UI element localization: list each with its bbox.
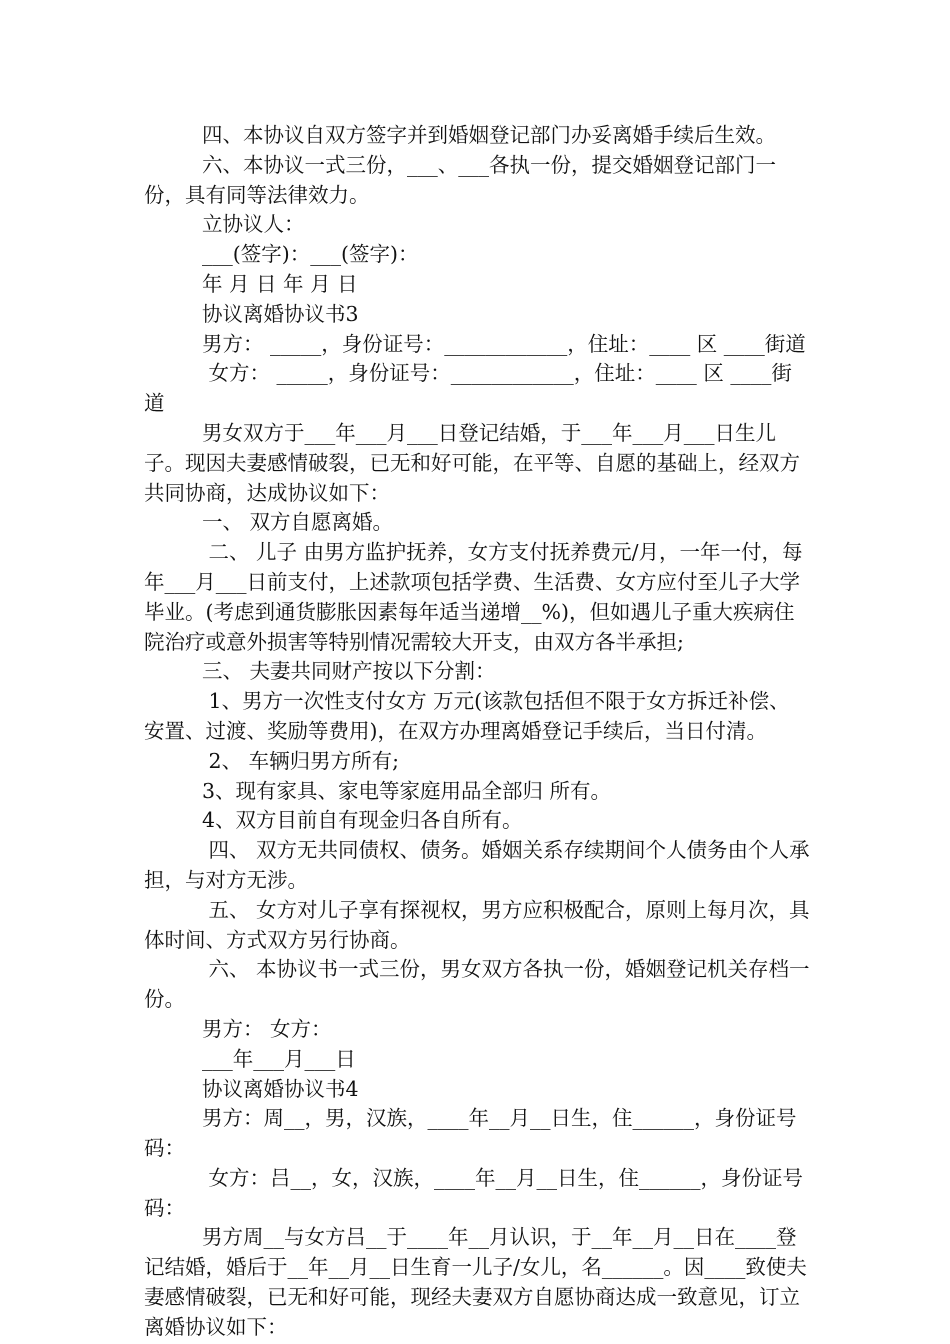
paragraph-signatories-label: 立协议人： xyxy=(202,212,305,237)
paragraph-signing-date: ___年___月___日 xyxy=(202,1046,356,1071)
paragraph-clause-six-copies: 六、本协议一式三份，___、___各执一份，提交婚姻登记部门一份，具有同等法律效力。 xyxy=(144,152,776,207)
paragraph-signature-lines: ___(签字)：___(签字)： xyxy=(202,242,419,267)
paragraph-property-item-1: 1、男方一次性支付女方 万元(该款包括但不限于女方拆迁补偿、安置、过渡、奖励等费用)，在双方办理离婚登记手续后，当日付清。 xyxy=(144,689,790,743)
paragraph-clause-four-debts: 四、 双方无共同债权、债务。婚姻关系存续期间个人债务由个人承担，与对方无涉。 xyxy=(144,838,810,892)
paragraph-wife-info: 女方： _____，身份证号：____________，住址：____ 区 ____街道 xyxy=(144,361,792,416)
paragraph-clause-two-custody: 二、 儿子 由男方监护抚养，女方支付抚养费元/月，一年一付，每年___月___日前支付，上述款项包括学费、生活费、女方应付至儿子大学毕业。(考虑到通货膨胀因素每年适当递增__%)，但如遇儿子重大疾病住院治疗或意外损害等特别情况需较大开支，由双方各半承担; xyxy=(144,540,803,654)
paragraph-marriage-history: 男方周__与女方吕__于____年__月认识，于__年__月__日在____登记结婚，婚后于__年__月__日生育一儿子/女儿，名______。因____致使夫妻感情破裂，已无和好可能，现经夫妻双方自愿协商达成一致意见，订立离婚协议如下： xyxy=(144,1225,807,1339)
paragraph-clause-three-property: 三、 夫妻共同财产按以下分割： xyxy=(202,659,496,684)
paragraph-clause-five-visitation: 五、 女方对儿子享有探视权，男方应积极配合，原则上每月次，具体时间、方式双方另行协商。 xyxy=(144,897,810,952)
paragraph-property-item-4: 4、双方目前自有现金归各自所有。 xyxy=(202,808,523,833)
paragraph-clause-four-effective: 四、本协议自双方签字并到婚姻登记部门办妥离婚手续后生效。 xyxy=(202,123,776,147)
section-title-agreement-3: 协议离婚协议书3 xyxy=(202,301,359,326)
paragraph-date-lines: 年 月 日 年 月 日 xyxy=(202,271,358,296)
paragraph-property-item-2: 2、 车辆归男方所有; xyxy=(202,748,399,773)
paragraph-marriage-background: 男女双方于___年___月___日登记结婚，于___年___月___日生儿子。现因夫妻感情破裂，已无和好可能，在平等、自愿的基础上，经双方共同协商，达成协议如下： xyxy=(144,420,800,505)
paragraph-property-item-3: 3、现有家具、家电等家庭用品全部归 所有。 xyxy=(202,778,612,803)
section-title-agreement-4: 协议离婚协议书4 xyxy=(202,1076,359,1101)
paragraph-husband-zhou-info: 男方：周__，男，汉族，____年__月__日生，住______，身份证号码： xyxy=(144,1106,797,1161)
paragraph-clause-one-divorce: 一、 双方自愿离婚。 xyxy=(202,510,394,535)
document-body xyxy=(144,121,810,1343)
paragraph-husband-info: 男方： _____，身份证号：____________，住址：____ 区 ____街道 xyxy=(202,331,806,356)
paragraph-clause-six-archive: 六、 本协议书一式三份，男女双方各执一份，婚姻登记机关存档一份。 xyxy=(144,957,810,1012)
paragraph-wife-lv-info: 女方：吕__，女，汉族，____年__月__日生，住______，身份证号码： xyxy=(144,1165,804,1220)
paragraph-parties-signature: 男方： 女方： xyxy=(202,1016,332,1041)
